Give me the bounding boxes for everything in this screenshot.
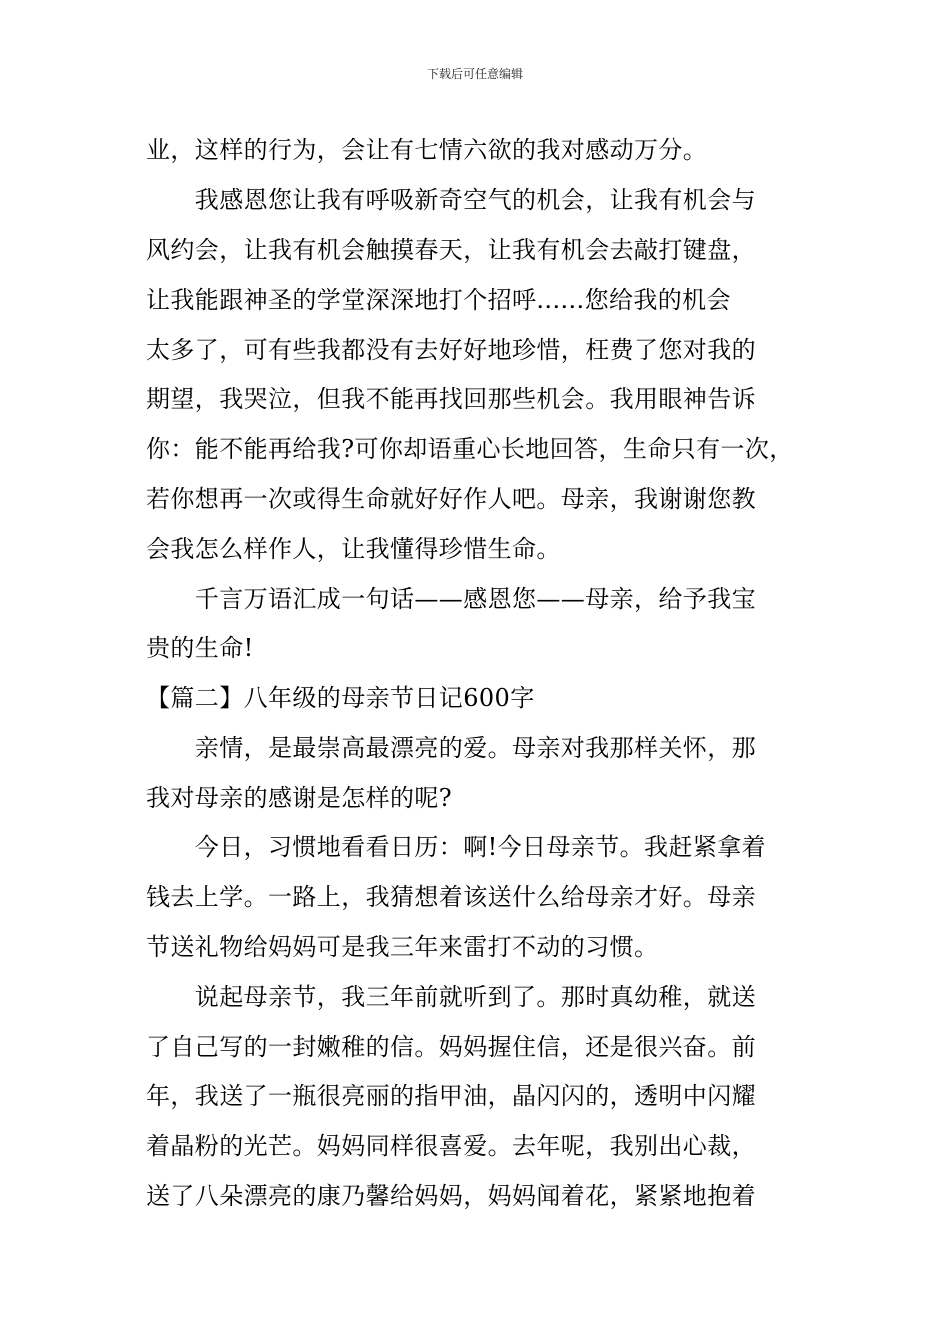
page-header: 下载后可任意编辑 bbox=[426, 67, 523, 81]
text-line: 说起母亲节，我三年前就听到了。那时真幼稚，就送 bbox=[146, 983, 756, 1011]
section-heading: 【篇二】八年级的母亲节日记600字 bbox=[146, 684, 535, 712]
text-line: 风约会，让我有机会触摸春天，让我有机会去敲打键盘， bbox=[146, 236, 756, 264]
text-line: 我对母亲的感谢是怎样的呢? bbox=[146, 784, 453, 812]
text-line: 我感恩您让我有呼吸新奇空气的机会，让我有机会与 bbox=[146, 186, 756, 214]
text-line: 送了八朵漂亮的康乃馨给妈妈，妈妈闻着花，紧紧地抱着 bbox=[146, 1182, 756, 1210]
text-line: 着晶粉的光芒。妈妈同样很喜爱。去年呢，我别出心裁， bbox=[146, 1132, 756, 1160]
text-line: 今日，习惯地看看日历：啊!今日母亲节。我赶紧拿着 bbox=[146, 833, 767, 861]
text-line: 会我怎么样作人，让我懂得珍惜生命。 bbox=[146, 535, 561, 563]
text-line: 节送礼物给妈妈可是我三年来雷打不动的习惯。 bbox=[146, 933, 659, 961]
text-line: 让我能跟神圣的学堂深深地打个招呼......您给我的机会 bbox=[146, 286, 731, 314]
text-line: 贵的生命! bbox=[146, 634, 254, 662]
text-line: 年，我送了一瓶很亮丽的指甲油，晶闪闪的，透明中闪耀 bbox=[146, 1082, 756, 1110]
text-line: 千言万语汇成一句话——感恩您——母亲，给予我宝 bbox=[146, 585, 756, 613]
text-line: 太多了，可有些我都没有去好好地珍惜，枉费了您对我的 bbox=[146, 336, 756, 364]
text-line: 钱去上学。一路上，我猜想着该送什么给母亲才好。母亲 bbox=[146, 883, 756, 911]
text-line: 期望，我哭泣，但我不能再找回那些机会。我用眼神告诉 bbox=[146, 385, 756, 413]
text-line: 若你想再一次或得生命就好好作人吧。母亲，我谢谢您教 bbox=[146, 485, 756, 513]
text-line: 业，这样的行为，会让有七情六欲的我对感动万分。 bbox=[146, 136, 708, 164]
text-line: 亲情，是最崇高最漂亮的爱。母亲对我那样关怀，那 bbox=[146, 734, 756, 762]
text-line: 了自己写的一封嫩稚的信。妈妈握住信，还是很兴奋。前 bbox=[146, 1033, 756, 1061]
text-line: 你：能不能再给我?可你却语重心长地回答，生命只有一次， bbox=[146, 435, 794, 463]
